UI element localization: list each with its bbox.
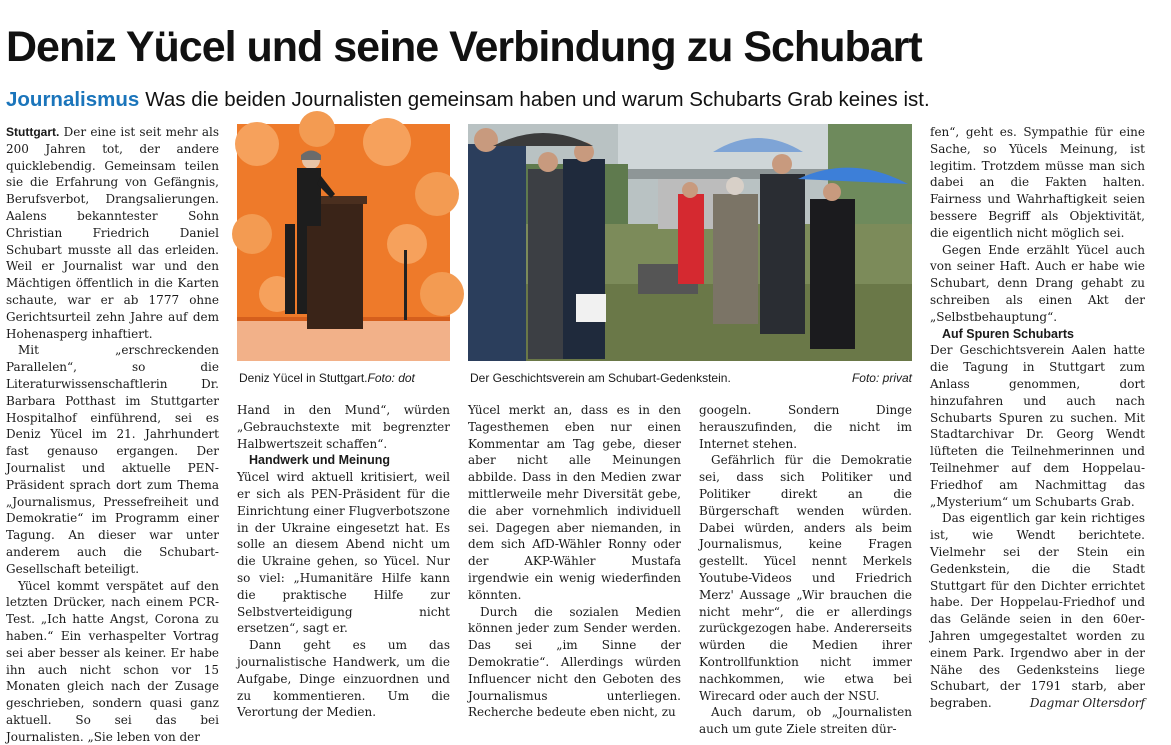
caption-text: Deniz Yücel in Stuttgart. xyxy=(239,371,368,385)
author-byline: Dagmar Oltersdorf xyxy=(1029,696,1145,711)
paragraph: Durch die sozialen Medien können jeder zum Sender werden. Das sei „im Sinne der Demokratie“. Allerdings würden Influencer nicht den Geboten des Journalismus unterliegen. Recherche bedeute eben nicht, zu xyxy=(468,604,681,720)
paragraph: Das eigentlich gar kein richtiges ist, wie Wendt berichtete. Vielmehr sei der Stein ein Gedenkstein, die die Stadt Stuttgart für den Dichter errichtet habe. Der Hoppelau-Friedhof und das Gelände seien in den 60er-Jahren umgegestaltet worden zu einem Park. Irgendwo aber in der Nähe des Gedenksteins liege Schubart, der 1791 starb, aber begraben. Dagmar Oltersdorf xyxy=(930,511,1145,711)
photo-credit: Foto: dot xyxy=(367,371,415,385)
subheading: Handwerk und Meinung xyxy=(249,453,390,468)
paragraph: Yücel wird aktuell kritisiert, weil er sich als PEN-Präsident für die Einrichtung einer Flugverbotszone in der Ukraine eingesetzt hat. Es solle an diesem Abend nicht um die Ukraine gehen, so Yücel. Nur so viel: „Humanitäre Hilfe kann die praktische Hilfe zur Selbstverteidigung nicht ersetzen“, sagt er. xyxy=(237,470,450,636)
paragraph: Dann geht es um das journalistische Handwerk, um die Aufgabe, Dinge einzuordnen und zu kommentieren. Um die Verortung der Medien. xyxy=(237,638,450,720)
paragraph: Yücel kommt verspätet auf den letzten Drücker, nach einem PCR-Test. „Ich hatte Angst, Corona zu haben.“ Ein verhaspelter Vortrag sei aber besser als keiner. Er habe ihn auch nicht schon vor 15 Monaten gleich nach der Zusage geschrieben, sondern quasi ganz aktuell. So sei das bei Journalisten. „Sie leben von der xyxy=(6,578,219,744)
photo-group xyxy=(468,124,912,361)
photo-caption-1 xyxy=(239,370,415,386)
caption-text: Der Geschichtsverein am Schubart-Gedenkstein. xyxy=(470,371,731,385)
speaker-illustration xyxy=(237,124,450,361)
photo-caption-2 xyxy=(470,370,912,386)
paragraph: fen“, geht es. Sympathie für eine Sache, so Yücels Meinung, ist legitim. Trotzdem müsse man sich dabei an die Fakten halten. Fairness und Wahrhaftigkeit seien bessere Begriff als Objektivität, die eigentlich nicht möglich sei. xyxy=(930,125,1145,240)
paragraph: googeln. Sondern Dinge herauszufinden, die nicht im Internet stehen. xyxy=(699,403,912,451)
subheadline-text: Was die beiden Journalisten gemeinsam haben und warum Schubarts Grab keines ist. xyxy=(145,88,930,111)
dateline: Stuttgart. xyxy=(6,125,60,139)
paragraph: Auch darum, ob „Journalisten auch um gute Ziele streiten dür- xyxy=(699,705,912,737)
article-column-3 xyxy=(468,402,681,722)
paragraph: Gegen Ende erzählt Yücel auch von seiner Haft. Auch er habe wie Schubart, denn Drang gehabt zu schreiben als einen Akt der „Selbstbehauptung“. xyxy=(930,242,1145,324)
headline: Deniz Yücel und seine Verbindung zu Schubart xyxy=(6,23,922,71)
photo-credit: Foto: privat xyxy=(851,371,912,385)
paragraph: Yücel merkt an, dass es in den Tagesthemen eben nur einen Kommentar am Tag gebe, dieser aber nicht alle Meinungen abbilde. Dass in den Medien zwar mittlerweile mehr Diversität gebe, die aber vornehmlich individuell sei. Dagegen aber niemanden, in dem sich AfD-Wähler Ronny oder der AKP-Wähler Mustafa irgendwie ein wenig wiederfinden könnten. xyxy=(468,403,681,602)
article-column-5 xyxy=(930,124,1145,724)
kicker: Journalismus xyxy=(6,88,140,111)
paragraph: Der Geschichtsverein Aalen hatte die Tagung in Stuttgart zum Anlass genommen, dort hinzufahren und auch nach Schubarts Spuren zu suchen. Mit Stadtarchivar Dr. Georg Wendt lüfteten die Teilnehmerinnen und Teilnehmer auf dem Hoppelau-Friedhof am Nachmittag das „Mysterium“ um Schubarts Grab. xyxy=(930,343,1145,509)
subheadline xyxy=(6,86,1166,114)
paragraph: Mit „erschreckenden Parallelen“, so die Literaturwissenschaftlerin Dr. Barbara Potthast im Stuttgarter Hospitalhof einführend, sei es Deniz Yücel im 21. Jahrhundert fast genauso ergangen. Der Journalist und aktuelle PEN-Präsident sprach dort zum Thema „Journalismus, Pressefreiheit und Demokratie“ im Programm einer Tagung. An dieser war unter anderem auch die Schubart-Gesellschaft beteiligt. xyxy=(6,343,219,576)
article-column-1 xyxy=(6,124,219,744)
paragraph: Hand in den Mund“, würden „Gebrauchstexte mit begrenzter Halbwertszeit schaffen“. xyxy=(237,403,450,451)
photo-speaker xyxy=(237,124,450,361)
subheading: Auf Spuren Schubarts xyxy=(942,326,1074,341)
paragraph: Stuttgart. Der eine ist seit mehr als 200 Jahren tot, der andere quicklebendig. Gemeinsam teilen sie die Erfahrung von Gefängnis, Berufsverbot, Drangsalierungen. Aalens bekanntester Sohn Christian Friedrich Daniel Schubart musste all das erleiden. Weil er Journalist war und den Mächtigen öffentlich in die Karten schaute, war er ab 1777 ohne Gerichtsurteil zehn Jahre auf dem Hohenasperg inhaftiert. xyxy=(6,125,219,341)
group-illustration xyxy=(468,124,912,361)
article-column-2 xyxy=(237,402,450,722)
paragraph: Gefährlich für die Demokratie sei, dass sich Politiker und Politiker direkt an die Bürgerschaft wenden würden. Dabei würden, anders als beim Journalismus, keine Fragen gestellt. Yücel nennt Merkels Youtube-Videos und Friedrich Merz' Aussage „Wir brauchen die nicht mehr“, die er allerdings zurückgezogen habe. Andererseits würden die Medien ihrer Kontrollfunktion nicht immer nachkommen, wie etwa bei Wirecard oder auch der NSU. xyxy=(699,453,912,703)
article-column-4 xyxy=(699,402,912,737)
